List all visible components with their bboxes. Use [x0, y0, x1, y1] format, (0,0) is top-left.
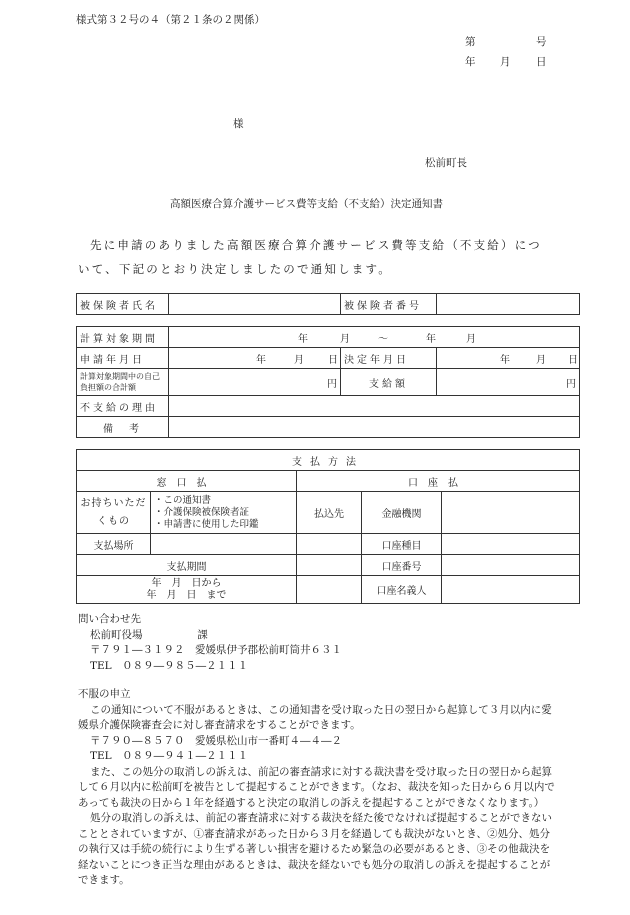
self-burden-label: 計算対象期間中の自己負担額の合計額 — [77, 369, 169, 396]
blank-cell — [297, 534, 362, 555]
issue-date-year: 年 — [465, 56, 476, 68]
appeal-heading: 不服の申立 — [78, 688, 131, 700]
insured-info-table — [76, 293, 580, 315]
account-type-label: 口座種目 — [362, 534, 442, 555]
blank-cell — [297, 576, 362, 604]
account-holder-value — [442, 576, 580, 604]
pay-period-value — [77, 576, 297, 604]
period-month-2: 月 — [466, 334, 476, 345]
payment-amount-value: 円 — [437, 369, 580, 396]
blank-cell — [297, 555, 362, 576]
pay-place-value — [151, 534, 297, 555]
contact-section-name: 課 — [197, 628, 208, 641]
period-month-1: 月 — [340, 334, 350, 345]
account-type-value — [442, 534, 580, 555]
intro-text: 先に申請のありました高額医療合算介護サービス費等支給（不支給）について、下記のとおり決定しましたので通知します。 — [78, 238, 542, 276]
insured-number-value — [437, 294, 580, 315]
issue-date-month: 月 — [500, 56, 511, 68]
apply-date-value — [169, 348, 341, 369]
appeal-postal: 〒７９０―８５７０ 愛媛県松山市一番町４―４―２ — [90, 734, 342, 747]
contact-postal: 〒７９１―３１９２ 愛媛県伊予郡松前町筒井６３１ — [90, 644, 342, 656]
insured-name-value — [169, 294, 341, 315]
payment-amount-label: 支給額 — [341, 369, 437, 396]
issue-date-day: 日 — [536, 56, 547, 68]
appeal-paragraph-1: この通知について不服があるときは、この通知書を受け取った日の翌日から起算して３月以内に愛媛県介護保険審査会に対し審査請求をすることができます。 — [78, 703, 552, 731]
account-number-label: 口座番号 — [362, 555, 442, 576]
payment-method-header: 支払方法 — [77, 450, 580, 471]
self-burden-value: 円 — [169, 369, 341, 396]
pay-place-label: 支払場所 — [77, 534, 151, 555]
page-title: 高額医療合算介護サービス費等支給（不支給）決定通知書 — [170, 198, 443, 210]
payment-method-table — [76, 449, 580, 604]
remarks-label: 備 考 — [77, 417, 169, 438]
decision-date-year: 年 — [500, 355, 510, 366]
period-year-2: 年 — [426, 334, 436, 345]
account-holder-label: 口座名義人 — [362, 576, 442, 604]
apply-date-label: 申請年月日 — [77, 348, 169, 369]
reason-label: 不支給の理由 — [77, 396, 169, 417]
items-to-bring-label: お持ちいただくもの — [77, 492, 151, 534]
appeal-paragraph-3: 処分の取消しの訴えは、前記の審査請求に対する裁決を経た後でなければ提起することができないこととされていますが、①審査請求があった日から３月を経過しても裁決がないとき、②処分、処分の執行又は手続の続行により生ずる著しい損害を避けるため緊急の必要があるとき、③その他裁決を経ないことにつき正当な理由があるときは、裁決を経ないでも処分の取消しの訴えを提起することができます。 — [78, 812, 552, 886]
transfer-to-label: 払込先 — [297, 492, 362, 534]
form-number-label: 様式第３２号の４（第２１条の２関係） — [76, 14, 265, 26]
apply-date-month: 月 — [294, 355, 304, 366]
contact-tel: TEL ０８９―９８５―２１１１ — [90, 659, 249, 672]
bank-label: 金融機関 — [362, 492, 442, 534]
period-value — [169, 327, 580, 348]
pay-period-label: 支払期間 — [77, 555, 297, 576]
pay-period-from: 年 月 日から — [151, 577, 222, 589]
addressee-suffix: 様 — [233, 118, 244, 130]
contact-section — [78, 612, 558, 674]
apply-date-year: 年 — [256, 355, 266, 366]
account-number-value — [442, 555, 580, 576]
period-tilde: ～ — [378, 334, 388, 345]
reason-value — [169, 396, 580, 417]
period-label: 計算対象期間 — [77, 327, 169, 348]
appeal-section — [78, 687, 556, 889]
decision-date-label: 決定年月日 — [341, 348, 437, 369]
calculation-table — [76, 326, 580, 438]
bring-item: ・申請書に使用した印鑑 — [154, 518, 259, 530]
bring-item: ・介護保険被保険者証 — [154, 506, 250, 518]
contact-office-name: 松前町役場 — [90, 628, 143, 641]
pay-period-until: 年 月 日 まで — [146, 589, 227, 601]
appeal-paragraph-2: また、この処分の取消しの訴えは、前記の審査請求に対する裁決書を受け取った日の翌日から起算して６月以内に松前町を被告として提起することができます。（なお、裁決を知った日から６月以内であっても裁決の日から１年を経過すると決定の取消しの訴えを提起することができなくなります。） — [78, 765, 555, 809]
insured-number-label: 被保険者番号 — [341, 294, 437, 315]
decision-date-value — [437, 348, 580, 369]
items-to-bring-list — [151, 492, 297, 534]
decision-date-month: 月 — [536, 355, 546, 366]
bring-item: ・この通知書 — [154, 494, 212, 506]
bank-value — [442, 492, 580, 534]
contact-office — [78, 628, 558, 644]
decision-date-day: 日 — [568, 355, 578, 366]
account-payment-label: 口座払 — [297, 471, 580, 492]
document-number-suffix: 号 — [536, 36, 547, 48]
document-number-prefix: 第 — [465, 36, 476, 48]
remarks-value — [169, 417, 580, 438]
period-year-1: 年 — [298, 334, 308, 345]
counter-payment-label: 窓口払 — [77, 471, 297, 492]
issuer-name: 松前町長 — [425, 157, 467, 169]
appeal-tel: TEL ０８９―９４１―２１１１ — [90, 750, 249, 762]
insured-name-label: 被保険者氏名 — [77, 294, 169, 315]
contact-heading: 問い合わせ先 — [78, 613, 141, 625]
apply-date-day: 日 — [328, 355, 338, 366]
